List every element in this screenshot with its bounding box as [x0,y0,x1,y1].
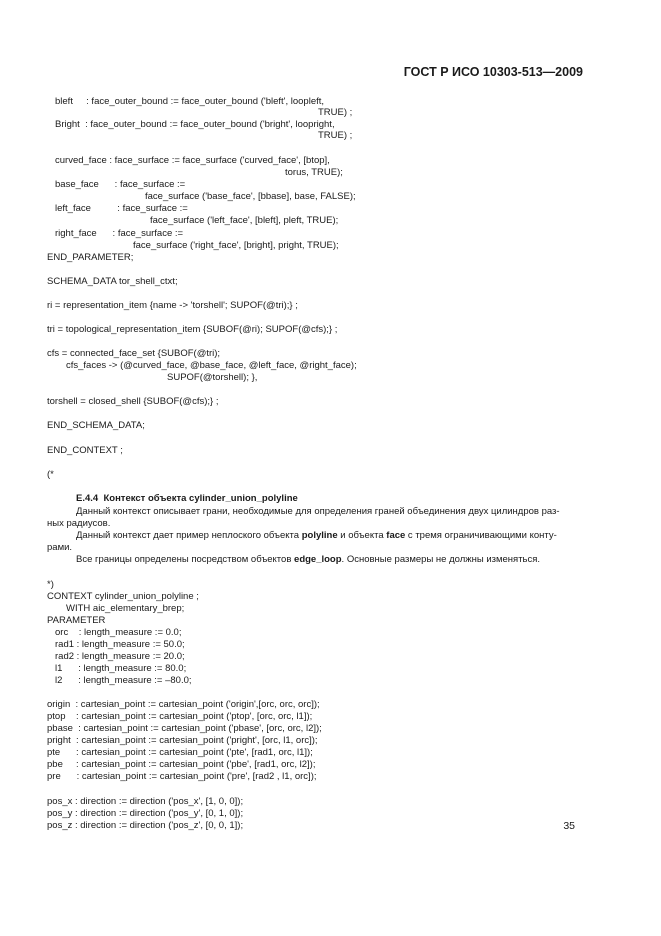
code-line: left_face : face_surface := [55,203,188,214]
code-line: pright : cartesian_point := cartesian_point ('pright', [orc, l1, orc]); [47,735,318,746]
code-line: PARAMETER [47,615,106,626]
code-line: right_face : face_surface := [55,228,184,239]
code-line: END_SCHEMA_DATA; [47,420,145,431]
code-line: pos_z : direction := direction ('pos_z', [0, 0, 1]); [47,820,244,831]
code-line: END_CONTEXT ; [47,445,123,456]
code-line: face_surface ('base_face', [bbase], base, FALSE); [145,191,356,202]
code-line: ri = representation_item {name -> 'torshell'; SUPOF(@tri);} ; [47,300,298,311]
code-line: SUPOF(@torshell); }, [167,372,258,383]
paragraph-line: Данный контекст описывает грани, необходимые для определения граней объединения двух цилиндров раз- [76,506,560,517]
code-line: CONTEXT cylinder_union_polyline ; [47,591,199,602]
code-line: rad1 : length_measure := 50.0; [55,639,185,650]
code-line: torus, TRUE); [285,167,343,178]
section-heading [76,493,298,505]
text-run: и объекта [337,530,387,541]
text-run: с тремя ограничивающими конту- [405,530,557,541]
code-line: (* [47,469,54,480]
code-line: *) [47,579,54,590]
code-line: pre : cartesian_point := cartesian_point ('pre', [rad2 , l1, orc]); [47,771,317,782]
paragraph-line: ных радиусов. [47,518,111,529]
code-line: Bright : face_outer_bound := face_outer_bound ('bright', loopright, [55,119,335,130]
code-line: TRUE) ; [318,107,353,118]
code-line: TRUE) ; [318,130,353,141]
code-line: SCHEMA_DATA tor_shell_ctxt; [47,276,178,287]
code-line: pbase : cartesian_point := cartesian_point ('pbase', [orc, orc, l2]); [47,723,322,734]
section-number: E.4.4 [76,493,99,504]
code-line: WITH aic_elementary_brep; [66,603,185,614]
code-line: curved_face : face_surface := face_surface ('curved_face', [btop], [55,155,330,166]
code-line: face_surface ('right_face', [bright], pright, TRUE); [133,240,339,251]
text-run: Все границы определены посредством объектов [76,554,295,565]
code-line: orc : length_measure := 0.0; [55,627,182,638]
code-line: face_surface ('left_face', [bleft], pleft, TRUE); [150,215,339,226]
code-line: pte : cartesian_point := cartesian_point ('pte', [rad1, orc, l1]); [47,747,313,758]
paragraph-line [76,530,557,542]
code-line: rad2 : length_measure := 20.0; [55,651,185,662]
code-line: tri = topological_representation_item {SUBOF(@ri); SUPOF(@cfs);} ; [47,324,338,335]
document-header: ГОСТ Р ИСО 10303-513—2009 [403,65,583,79]
code-term: edge_loop [294,554,342,565]
code-line: base_face : face_surface := [55,179,186,190]
code-line: torshell = closed_shell {SUBOF(@cfs);} ; [47,396,219,407]
code-term: polyline [301,530,338,541]
code-line: l1 : length_measure := 80.0; [55,663,187,674]
code-line: END_PARAMETER; [47,252,134,263]
code-term: face [386,530,406,541]
code-line: l2 : length_measure := –80.0; [55,675,192,686]
code-line: pbe : cartesian_point := cartesian_point ('pbe', [rad1, orc, l2]); [47,759,316,770]
code-line: cfs = connected_face_set {SUBOF(@tri); [47,348,221,359]
code-line: cfs_faces -> (@curved_face, @base_face, @left_face, @right_face); [66,360,357,371]
code-line: bleft : face_outer_bound := face_outer_bound ('bleft', loopleft, [55,96,325,107]
code-line: pos_y : direction := direction ('pos_y', [0, 1, 0]); [47,808,244,819]
code-line: ptop : cartesian_point := cartesian_point ('ptop', [orc, orc, l1]); [47,711,313,722]
paragraph-line [76,554,540,566]
code-line: origin : cartesian_point := cartesian_point ('origin',[orc, orc, orc]); [47,699,320,710]
paragraph-line: рами. [47,542,73,553]
section-title-name: cylinder_union_polyline [189,493,298,504]
section-title-prefix: Контекст объекта [103,493,190,504]
page-number: 35 [563,820,575,832]
code-line: pos_x : direction := direction ('pos_x', [1, 0, 0]); [47,796,244,807]
text-run: Данный контекст дает пример неплоского объекта [76,530,302,541]
text-run: . Основные размеры не должны изменяться. [341,554,541,565]
